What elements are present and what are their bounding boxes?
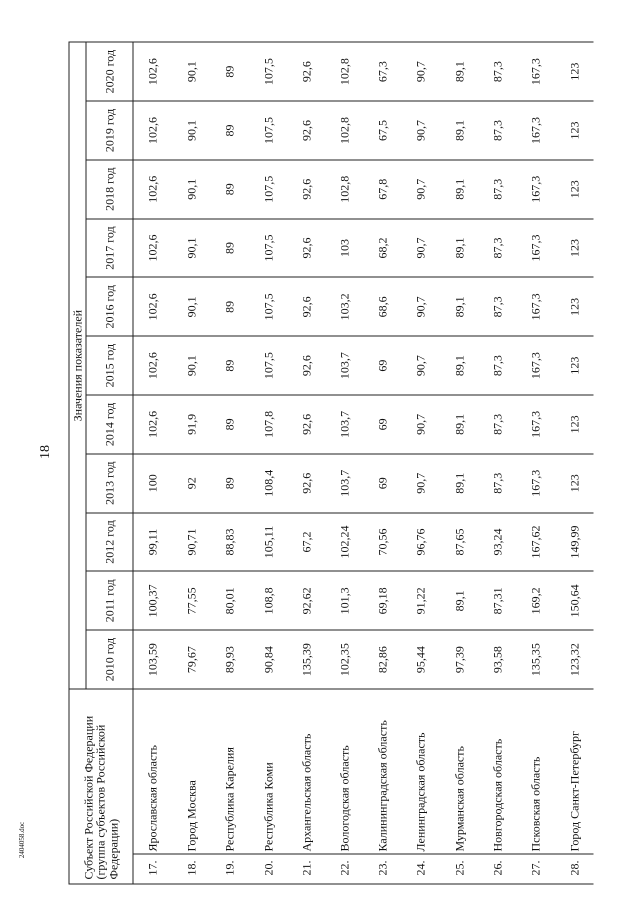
subject-name: Мурманская область <box>440 689 478 854</box>
value-cell: 100,37 <box>133 571 173 630</box>
value-cell: 103,7 <box>325 453 363 512</box>
value-cell: 167,3 <box>516 42 554 101</box>
value-cell: 89,1 <box>440 395 478 454</box>
value-cell: 90,1 <box>172 277 210 336</box>
value-cell: 108,4 <box>249 453 287 512</box>
value-cell: 89,1 <box>440 159 478 218</box>
value-cell: 70,56 <box>363 512 401 571</box>
value-cell: 89 <box>211 101 249 160</box>
table-row <box>287 42 325 884</box>
row-number: 26. <box>478 854 516 884</box>
value-cell: 90,7 <box>402 218 440 277</box>
value-cell: 82,86 <box>363 630 401 689</box>
subject-name: Псковская область <box>516 689 554 854</box>
value-cell: 96,76 <box>402 512 440 571</box>
table-row <box>440 42 478 884</box>
value-cell: 87,3 <box>478 277 516 336</box>
value-cell: 87,3 <box>478 101 516 160</box>
value-cell: 90,1 <box>172 336 210 395</box>
value-cell: 102,35 <box>325 630 363 689</box>
value-cell: 67,8 <box>363 159 401 218</box>
value-cell: 123 <box>555 453 593 512</box>
value-cell: 102,6 <box>133 336 173 395</box>
row-number: 25. <box>440 854 478 884</box>
row-number: 22. <box>325 854 363 884</box>
value-cell: 89,1 <box>440 336 478 395</box>
subject-name: Новгородская область <box>478 689 516 854</box>
year-header: 2015 год <box>86 336 133 395</box>
subject-column-header: Субъект Российской Федерации (группа субъектов Российской Федерации) <box>69 689 133 884</box>
value-cell: 103,7 <box>325 336 363 395</box>
subject-name: Город Москва <box>172 689 210 854</box>
year-header: 2020 год <box>86 42 133 101</box>
table-row <box>325 42 363 884</box>
value-cell: 92,6 <box>287 277 325 336</box>
value-cell: 89,93 <box>211 630 249 689</box>
value-cell: 167,3 <box>516 395 554 454</box>
value-cell: 67,5 <box>363 101 401 160</box>
year-header: 2013 год <box>86 453 133 512</box>
year-header: 2014 год <box>86 395 133 454</box>
value-cell: 89 <box>211 159 249 218</box>
table-row <box>478 42 516 884</box>
year-header: 2018 год <box>86 159 133 218</box>
row-number: 23. <box>363 854 401 884</box>
value-cell: 92,6 <box>287 42 325 101</box>
value-cell: 135,35 <box>516 630 554 689</box>
value-cell: 167,3 <box>516 336 554 395</box>
value-cell: 89 <box>211 395 249 454</box>
value-cell: 102,6 <box>133 277 173 336</box>
page-number: 18 <box>38 445 53 459</box>
value-cell: 89,1 <box>440 453 478 512</box>
value-cell: 92,6 <box>287 453 325 512</box>
value-cell: 87,3 <box>478 159 516 218</box>
value-cell: 150,64 <box>555 571 593 630</box>
value-cell: 90,84 <box>249 630 287 689</box>
value-cell: 123 <box>555 395 593 454</box>
row-number: 19. <box>211 854 249 884</box>
value-cell: 93,58 <box>478 630 516 689</box>
value-cell: 105,11 <box>249 512 287 571</box>
table-row <box>363 42 401 884</box>
year-header: 2017 год <box>86 218 133 277</box>
value-cell: 90,7 <box>402 159 440 218</box>
table-container <box>68 42 593 884</box>
indicator-values-header: Значения показателей <box>69 42 86 689</box>
value-cell: 92,6 <box>287 101 325 160</box>
value-cell: 90,7 <box>402 453 440 512</box>
table-row <box>555 42 593 884</box>
value-cell: 89 <box>211 336 249 395</box>
value-cell: 103,7 <box>325 395 363 454</box>
value-cell: 89 <box>211 42 249 101</box>
value-cell: 97,39 <box>440 630 478 689</box>
value-cell: 67,3 <box>363 42 401 101</box>
subject-name: Республика Карелия <box>211 689 249 854</box>
value-cell: 107,5 <box>249 336 287 395</box>
value-cell: 167,3 <box>516 277 554 336</box>
row-number: 20. <box>249 854 287 884</box>
value-cell: 87,3 <box>478 336 516 395</box>
value-cell: 90,7 <box>402 277 440 336</box>
value-cell: 93,24 <box>478 512 516 571</box>
value-cell: 92 <box>172 453 210 512</box>
subject-name: Вологодская область <box>325 689 363 854</box>
value-cell: 103,2 <box>325 277 363 336</box>
value-cell: 123 <box>555 277 593 336</box>
value-cell: 92,6 <box>287 159 325 218</box>
indicator-table <box>68 41 593 884</box>
value-cell: 101,3 <box>325 571 363 630</box>
value-cell: 107,5 <box>249 159 287 218</box>
value-cell: 87,65 <box>440 512 478 571</box>
value-cell: 102,6 <box>133 395 173 454</box>
document-footer: 2404058.doc <box>18 821 26 859</box>
subject-name: Город Санкт-Петербург <box>555 689 593 854</box>
value-cell: 102,6 <box>133 42 173 101</box>
table-row <box>516 42 554 884</box>
value-cell: 108,8 <box>249 571 287 630</box>
value-cell: 89,1 <box>440 101 478 160</box>
value-cell: 89 <box>211 277 249 336</box>
value-cell: 87,3 <box>478 453 516 512</box>
value-cell: 80,01 <box>211 571 249 630</box>
value-cell: 87,3 <box>478 395 516 454</box>
value-cell: 107,5 <box>249 42 287 101</box>
value-cell: 102,6 <box>133 218 173 277</box>
row-number: 18. <box>172 854 210 884</box>
value-cell: 92,62 <box>287 571 325 630</box>
year-header: 2016 год <box>86 277 133 336</box>
value-cell: 87,3 <box>478 42 516 101</box>
value-cell: 103 <box>325 218 363 277</box>
table-row <box>172 42 210 884</box>
value-cell: 102,24 <box>325 512 363 571</box>
value-cell: 90,71 <box>172 512 210 571</box>
table-row <box>249 42 287 884</box>
value-cell: 107,8 <box>249 395 287 454</box>
value-cell: 123 <box>555 159 593 218</box>
value-cell: 100 <box>133 453 173 512</box>
value-cell: 79,67 <box>172 630 210 689</box>
value-cell: 87,3 <box>478 218 516 277</box>
table-row <box>402 42 440 884</box>
year-header: 2019 год <box>86 101 133 160</box>
value-cell: 69 <box>363 453 401 512</box>
value-cell: 90,7 <box>402 336 440 395</box>
value-cell: 107,5 <box>249 101 287 160</box>
value-cell: 89 <box>211 453 249 512</box>
value-cell: 91,22 <box>402 571 440 630</box>
value-cell: 123,32 <box>555 630 593 689</box>
value-cell: 90,7 <box>402 395 440 454</box>
value-cell: 102,6 <box>133 159 173 218</box>
value-cell: 167,3 <box>516 159 554 218</box>
value-cell: 92,6 <box>287 218 325 277</box>
value-cell: 103,59 <box>133 630 173 689</box>
value-cell: 67,2 <box>287 512 325 571</box>
value-cell: 69 <box>363 336 401 395</box>
value-cell: 102,8 <box>325 101 363 160</box>
value-cell: 123 <box>555 101 593 160</box>
value-cell: 102,8 <box>325 42 363 101</box>
row-number: 28. <box>555 854 593 884</box>
value-cell: 123 <box>555 42 593 101</box>
value-cell: 167,3 <box>516 453 554 512</box>
value-cell: 90,7 <box>402 101 440 160</box>
value-cell: 68,6 <box>363 277 401 336</box>
value-cell: 90,1 <box>172 159 210 218</box>
year-header: 2010 год <box>86 630 133 689</box>
value-cell: 90,1 <box>172 101 210 160</box>
year-header: 2012 год <box>86 512 133 571</box>
row-number: 27. <box>516 854 554 884</box>
value-cell: 89,1 <box>440 571 478 630</box>
value-cell: 92,6 <box>287 395 325 454</box>
subject-name: Ярославская область <box>133 689 173 854</box>
value-cell: 149,99 <box>555 512 593 571</box>
value-cell: 90,1 <box>172 218 210 277</box>
year-header: 2011 год <box>86 571 133 630</box>
rotated-table-stage <box>68 42 593 884</box>
value-cell: 92,6 <box>287 336 325 395</box>
table-row <box>133 42 173 884</box>
value-cell: 167,62 <box>516 512 554 571</box>
value-cell: 135,39 <box>287 630 325 689</box>
value-cell: 87,31 <box>478 571 516 630</box>
row-number: 17. <box>133 854 173 884</box>
value-cell: 123 <box>555 218 593 277</box>
table-body <box>133 42 594 884</box>
subject-name: Ленинградская область <box>402 689 440 854</box>
value-cell: 102,8 <box>325 159 363 218</box>
subject-name: Республика Коми <box>249 689 287 854</box>
value-cell: 107,5 <box>249 277 287 336</box>
value-cell: 89,1 <box>440 218 478 277</box>
value-cell: 90,1 <box>172 42 210 101</box>
subject-name: Архангельская область <box>287 689 325 854</box>
value-cell: 99,11 <box>133 512 173 571</box>
value-cell: 68,2 <box>363 218 401 277</box>
value-cell: 167,3 <box>516 218 554 277</box>
value-cell: 123 <box>555 336 593 395</box>
value-cell: 89,1 <box>440 277 478 336</box>
value-cell: 89,1 <box>440 42 478 101</box>
value-cell: 167,3 <box>516 101 554 160</box>
value-cell: 91,9 <box>172 395 210 454</box>
subject-name: Калининградская область <box>363 689 401 854</box>
table-row <box>211 42 249 884</box>
value-cell: 102,6 <box>133 101 173 160</box>
value-cell: 88,83 <box>211 512 249 571</box>
row-number: 21. <box>287 854 325 884</box>
value-cell: 69 <box>363 395 401 454</box>
value-cell: 69,18 <box>363 571 401 630</box>
value-cell: 107,5 <box>249 218 287 277</box>
value-cell: 89 <box>211 218 249 277</box>
value-cell: 169,2 <box>516 571 554 630</box>
value-cell: 90,7 <box>402 42 440 101</box>
value-cell: 95,44 <box>402 630 440 689</box>
row-number: 24. <box>402 854 440 884</box>
value-cell: 77,55 <box>172 571 210 630</box>
